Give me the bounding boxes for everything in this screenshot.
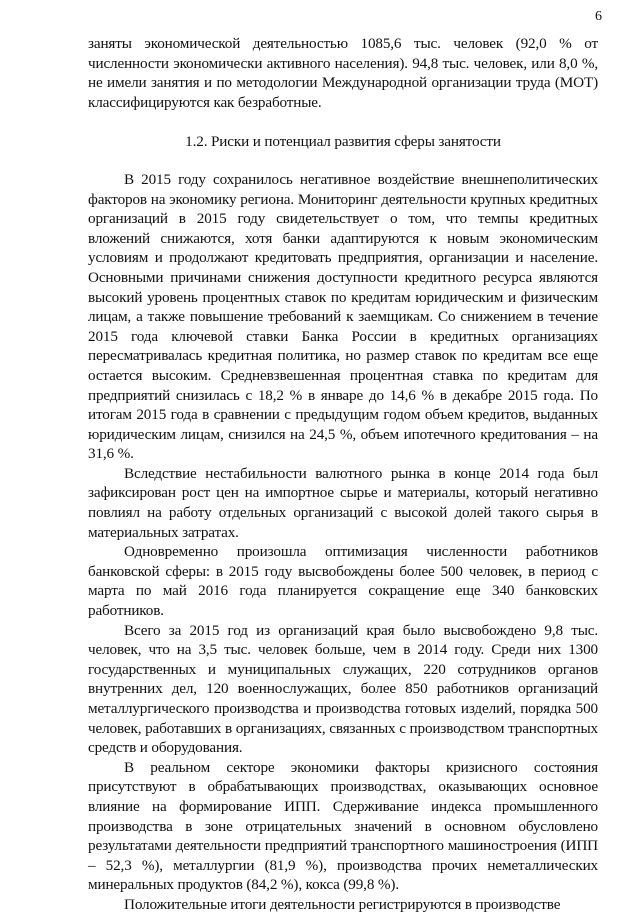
- page-number: 6: [595, 9, 602, 24]
- intro-paragraph: заняты экономической деятельностью 1085,6 тыс. человек (92,0 % от численности экономически активного населения). 94,8 тыс. человек, или 8,0 %, не имели занятия и по методологии Международной организации труда (МОТ) классифицируются как безработные.: [88, 35, 598, 111]
- paragraph-released-workers: Всего за 2015 год из организаций края было высвобождено 9,8 тыс. человек, что на 3,5 тыс. человек больше, чем в 2014 году. Среди них 1300 государственных и муниципальных служащих, 220 сотрудников органов внутренних дел, 120 военнослужащих, более 850 работников организаций металлургического производства и производства готовых изделий, порядка 500 человек, работавших в организациях, связанных с производством транспортных средств и оборудования.: [88, 621, 598, 757]
- section-heading: 1.2. Риски и потенциал развития сферы занятости: [185, 133, 501, 151]
- paragraph-currency-instability: Вследствие нестабильности валютного рынка в конце 2014 года был зафиксирован рост цен на импортное сырье и материалы, который негативно повлиял на работу отдельных организаций с высокой долей такого сырья в материальных затратах.: [88, 464, 598, 541]
- document-body: [88, 34, 598, 915]
- paragraph-banking-staff: Одновременно произошла оптимизация численности работников банковской сферы: в 2015 году высвобождены более 500 человек, в период с марта по май 2016 года планируется сокращение еще 340 банковских работников.: [88, 543, 598, 620]
- paragraph-positive-results: Положительные итоги деятельности регистрируются в производстве: [124, 895, 561, 913]
- paragraph-real-sector: В реальном секторе экономики факторы кризисного состояния присутствуют в обрабатывающих производствах, оказывающих основное влияние на формирование ИПП. Сдерживание индекса промышленного производства в зоне отрицательных значений в основном обусловлено результатами деятельности предприятий транспортного машиностроения (ИПП – 52,3 %), металлургии (81,9 %), производства прочих неметаллических минеральных продуктов (84,2 %), кокса (99,8 %).: [88, 758, 598, 894]
- paragraph-credit-risks: В 2015 году сохранилось негативное воздействие внешнеполитических факторов на экономику региона. Мониторинг деятельности крупных кредитных организаций в 2015 году свидетельствует о том, что темпы кредитных вложений снижаются, хотя банки адаптируются к новым экономическим условиям и продолжают кредитовать предприятия, организации и население. Основными причинами снижения доступности кредитного ресурса являются высокий уровень процентных ставок по кредитам юридическим и физическим лицам, а также повышение требований к заемщикам. Со снижением в течение 2015 года ключевой ставки Банка России в кредитных организациях пересматривалась кредитная политика, но размер ставок по кредитам все еще остается высоким. Средневзвешенная процентная ставка по кредитам для предприятий снизилась с 18,2 % в январе до 14,6 % в декабре 2015 года. По итогам 2015 года в сравнении с предыдущим годом объем кредитов, выданных юридическим лицам, снизился на 24,5 %, объем ипотечного кредитования – на 31,6 %.: [88, 170, 598, 463]
